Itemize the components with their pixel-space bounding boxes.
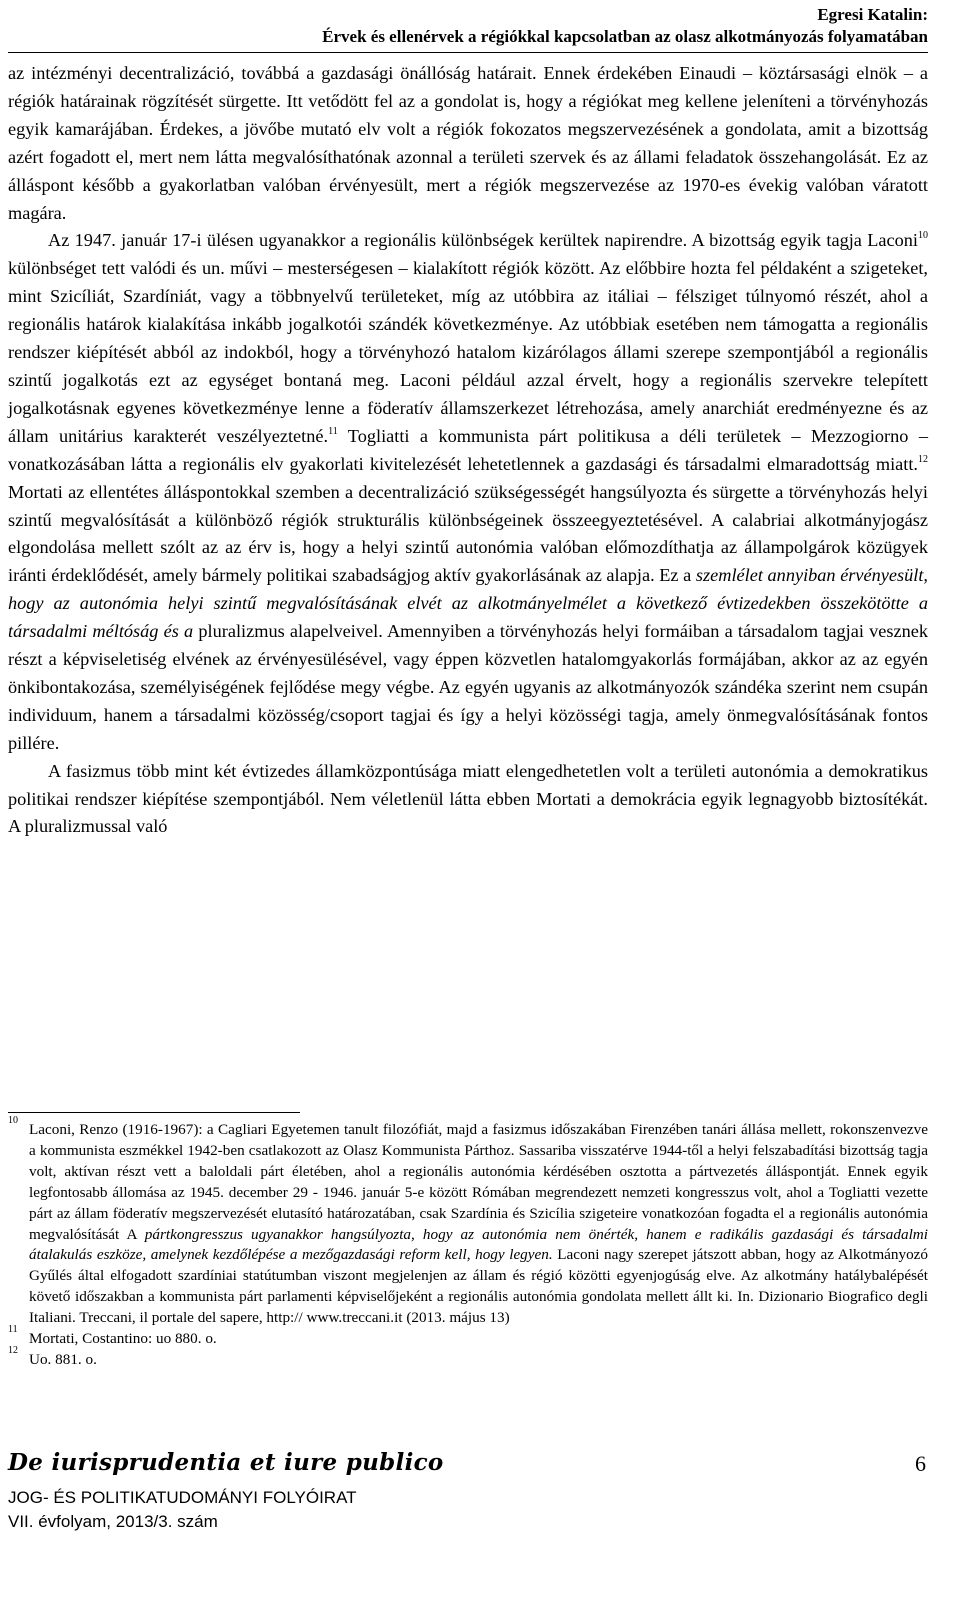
text-run: Mortati az ellentétes álláspontokkal szemben a decentralizáció szükségességét hangsúlyozta és sürgette a törvényhozás helyi szintű megvalósítását a különböző régiók strukturális különbségeinek összeegyeztetésével. A calabriai alkotmányjogász elgondolása mellett szólt az az érv is, hogy a helyi szintű autonómia valóban előmozdíthatja az állampolgárok közügyek iránti érdeklődését, amely bármely politikai szabadságjog aktív gyakorlásának az alapja. Ez a: [8, 481, 928, 586]
text-run: pluralizmus alapelveivel. Amennyiben a törvényhozás helyi formáiban a társadalom tagjai vesznek részt a képviseletiség elvének az érvényesülésével, vagy éppen közvetlen hatalomgyakorlás formájában, akkor az az egyén önkibontakozása, személyiségének fejlődése megy végbe. Az egyén ugyanis az alkotmányozók szándéka szerint nem csupán individuum, hanem a társadalmi közösség/csoport tagjai és így a helyi közösségi tagja, amely önmegvalósításának fontos pillére.: [8, 621, 929, 753]
footnote-12: [8, 1344, 928, 1371]
header-title: Érvek és ellenérvek a régiókkal kapcsolatban az olasz alkotmányozás folyamatában: [322, 27, 928, 46]
journal-subtitle: [8, 1486, 357, 1534]
text-run: Az 1947. január 17-i ülésen ugyanakkor a regionális különbségek kerültek napirendre. A bizottság egyik tagja Laconi: [48, 230, 918, 251]
footnote-text: Mortati, Costantino: uo 880. o.: [29, 1330, 217, 1348]
footnote-text: Uo. 881. o.: [29, 1350, 97, 1368]
footnote-text: Laconi nagy szerepet játszott abban, hogy az Alkotmányozó Gyűlés által elfogadott szardíniai statútumban viszont megjelenjen az állam és régió közötti egyenjogúság elve. Az alkotmány hatálybalépését követő időszakban a kommunista párt parlamenti képviselőjeként a regionális autonómia gondolata mellett állt ki. In. Dizionario Biografico degli Italiani. Treccani, il portale del sapere, http:// www.treccani.it (2013. május 13): [29, 1246, 929, 1327]
journal-title: De iurisprudentia et iure publico: [8, 1449, 444, 1476]
header-divider: [8, 52, 928, 53]
main-text: [8, 60, 928, 841]
footnote-ref-10[interactable]: 10: [918, 230, 928, 242]
footnote-ref-11[interactable]: 11: [328, 425, 338, 437]
footnote-11: [8, 1324, 928, 1350]
italic-emphasis: szemlélet annyiban érvényesült, hogy az autonómia helyi szintű megvalósításának elvét az alkotmányelmélet a következő évtizedekben összekötötte a társadalmi méltóság és a: [8, 565, 929, 642]
paragraph: A fasizmus több mint két évtizedes államközpontúsága miatt elengedhetetlen volt a területi autonómia a demokratikus politikai rendszer kiépítése szempontjából. Nem véletlenül látta ebben Mortati a demokrácia egyik legnagyobb biztosítékát. A pluralizmussal való: [8, 760, 928, 837]
page-number: 6: [915, 1451, 926, 1476]
header-author: Egresi Katalin:: [817, 5, 928, 24]
footnote-text: Laconi, Renzo (1916-1967): a Cagliari Egyetemen tanult filozófiát, majd a fasizmus időszakában Firenzében tanári állása mellett, rokonszenvezve a kommunista eszmékkel 1942-ben csatlakozott az Olasz Kommunista Párthoz. Sassariba visszatérve 1944-től a helyi felszabadítási bizottság tagja volt, aktívan részt vett a baloldali párt életében, ahol a regionális autonómia kérdésében osztotta a pártvezetés álláspontját. Ennek egyik legfontosabb állomása az 1945. december 29 - 1946. január 5-e között Rómában megrendezett nemzeti kongresszus volt, ahol a Togliatti vezette párt az állam föderatív megszervezését elutasító határozatában, csak Szardínia és Szicília szigeteire vonatkozóan fogadta el a regionális autonómia megvalósítását A: [29, 1121, 928, 1243]
paragraph: [8, 227, 928, 757]
footnote-ref-12[interactable]: 12: [918, 453, 928, 465]
footnotes: [8, 1115, 929, 1371]
running-header: [48, 4, 928, 48]
footnote-italic: pártkongresszus ugyanakkor hangsúlyozta, hogy az autonómia nem önérték, hanem e radikális gazdasági és társadalmi átalakulás eszköze, amelynek kezdőlépése a mezőgazdasági reform kell, hogy legyen.: [29, 1225, 928, 1264]
footnote-number: 11: [8, 1324, 18, 1336]
journal-issue: VII. évfolyam, 2013/3. szám: [8, 1512, 218, 1531]
journal-name: JOG- ÉS POLITIKATUDOMÁNYI FOLYÓIRAT: [8, 1488, 357, 1507]
paragraph: az intézményi decentralizáció, továbbá a gazdasági önállóság határait. Ennek érdekében Einaudi – köztársasági elnök – a régiók határainak rögzítését sürgette. Itt vetődött fel az a gondolat is, hogy a régiókat meg kellene jeleníteni a törvényhozás egyik kamarájában. Érdekes, a jövőbe mutató elv volt a régiók fokozatos megszervezésének a gondolata, amit a bizottság azért fogadott el, mert nem látta megvalósíthatónak azonnal a területi szervek és az állami feladatok összehangolását. Ez az álláspont később a gyakorlatban valóban érvényesült, mert a régiók megszervezése az 1970-es évekig valóban váratott magára.: [8, 63, 928, 223]
footnote-divider: [8, 1112, 300, 1113]
text-run: Togliatti a kommunista párt politikusa a déli területek – Mezzogiorno – vonatkozásában látta a regionális elv gyakorlati kivitelezését lehetetlennek a gazdasági és társadalmi elmaradottság miatt.: [8, 425, 928, 474]
footnote-10: [8, 1115, 929, 1329]
footnote-number: 10: [8, 1115, 18, 1126]
footnote-number: 12: [8, 1344, 18, 1356]
text-run: különbséget tett valódi és un. művi – mesterségesen – kialakított régiók között. Az előbbire hozta fel példaként a szigeteket, mint Szicíliát, Szardíniát, vagy a többnyelvű területeket, míg az utóbbira az itáliai – félsziget túlnyomó részét, ahol a regionális határok kialakítása inkább jogalkotói szándék következménye. Az utóbbiak esetében nem támogatta a regionális rendszer kiépítését abból az indokból, hogy a törvényhozó hatalom kizárólagos állami szerepe szempontjából a regionális szintű jogalkotás ezt az egységet bontaná meg. Laconi például azzal érvelt, hogy a regionális szervekre telepített jogalkotásnak egyenes következménye lenne a föderatív államszerkezet létrehozása, amely anarchiát eredményezne és az állam unitárius karakterét veszélyeztetné.: [8, 258, 928, 446]
